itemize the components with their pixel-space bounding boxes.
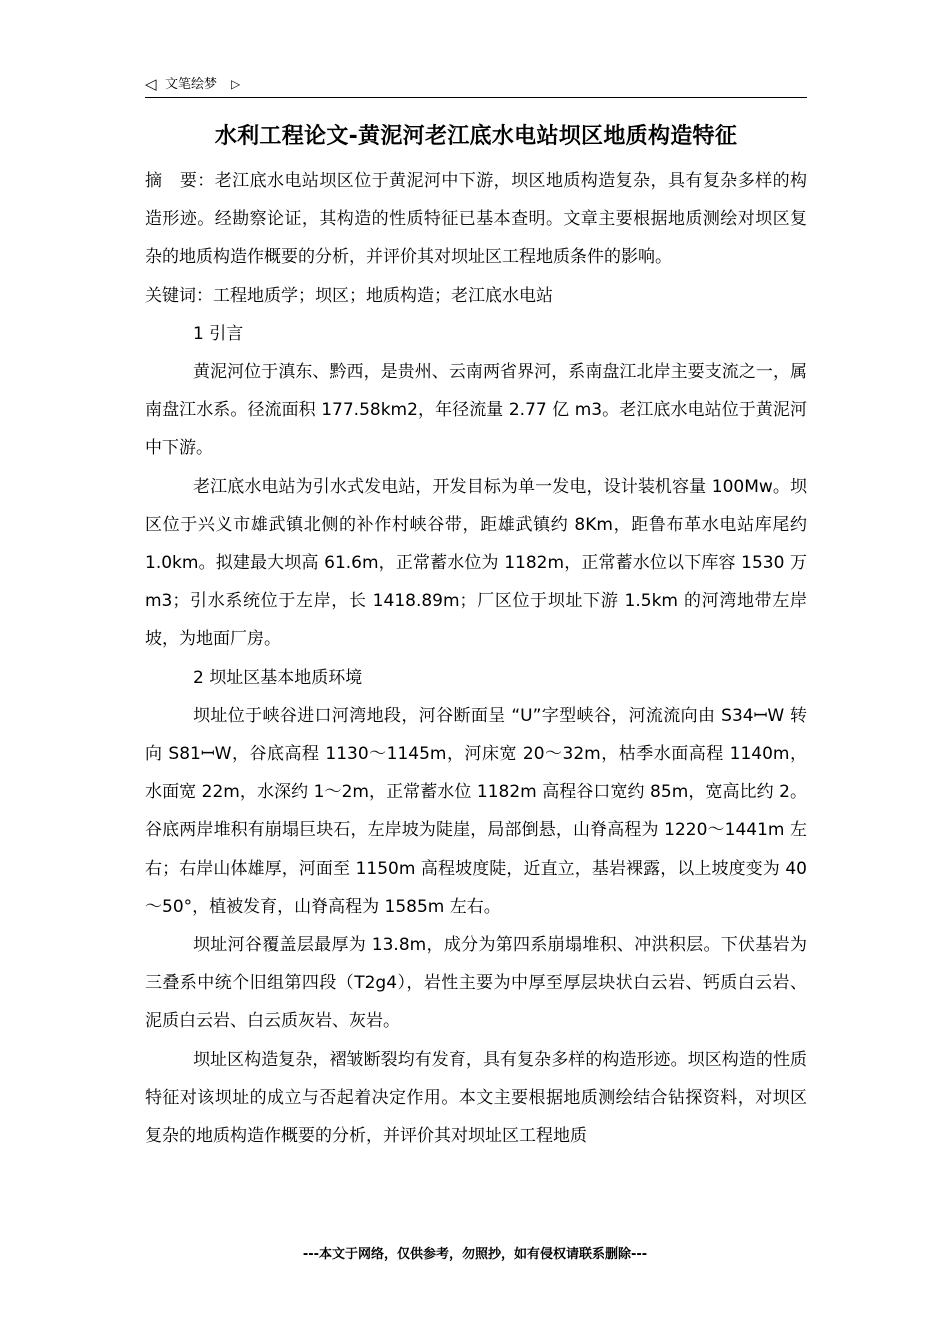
paragraph: 坝址位于峡谷进口河湾地段，河谷断面呈 “U”字型峡谷，河流流向由 S34ꟷW 转向 S81ꟷW，谷底高程 1130～1145m，河床宽 20～32m，枯季水面高程 1140m，水面宽 22m，水深约 1～2m，正常蓄水位 1182m 高程谷口宽约 85m，宽高比约 2。谷底两岸堆积有崩塌巨块石，左岸坡为陡崖，局部倒悬，山脊高程为 1220～1441m 左右；右岸山体雄厚，河面至 1150m 高程坡度陡，近直立，基岩裸露，以上坡度变为 40～50°，植被发育，山脊高程为 1585m 左右。 <box>145 705 807 917</box>
section-heading: 1 引言 <box>193 323 244 344</box>
header-divider <box>145 97 807 98</box>
right-triangle-icon: ▷ <box>231 77 241 91</box>
left-triangle-icon: ◁ <box>145 75 157 93</box>
section-heading: 2 坝址区基本地质环境 <box>193 667 363 688</box>
header-brand: 文笔绘梦 <box>165 77 218 92</box>
paragraph: 坝址河谷覆盖层最厚为 13.8m，成分为第四系崩塌堆积、冲洪积层。下伏基岩为三叠系中统个旧组第四段（T2g4），岩性主要为中厚至厚层块状白云岩、钙质白云岩、泥质白云岩、白云质灰岩、灰岩。 <box>145 935 807 1032</box>
document-title: 水利工程论文-黄泥河老江底水电站坝区地质构造特征 <box>214 124 738 149</box>
document-body <box>145 162 807 1155</box>
paragraph: 坝址区构造复杂，褶皱断裂均有发育，具有复杂多样的构造形迹。坝区构造的性质特征对该坝址的成立与否起着决定作用。本文主要根据地质测绘结合钻探资料，对坝区复杂的地质构造作概要的分析，并评价其对坝址区工程地质 <box>145 1049 807 1147</box>
abstract: 摘 要：老江底水电站坝区位于黄泥河中下游，坝区地质构造复杂，具有复杂多样的构造形迹。经勘察论证，其构造的性质特征已基本查明。文章主要根据地质测绘对坝区复杂的地质构造作概要的分析，并评价其对坝址区工程地质条件的影响。 <box>145 171 807 268</box>
paragraph: 黄泥河位于滇东、黔西，是贵州、云南两省界河，系南盘江北岸主要支流之一，属南盘江水系。径流面积 177.58km2，年径流量 2.77 亿 m3。老江底水电站位于黄泥河中下游。 <box>145 362 807 459</box>
keywords: 关键词：工程地质学；坝区；地质构造；老江底水电站 <box>145 285 553 306</box>
paragraph: 老江底水电站为引水式发电站，开发目标为单一发电，设计装机容量 100Mw。坝区位于兴义市雄武镇北侧的补作村峡谷带，距雄武镇约 8Km，距鲁布革水电站库尾约 1.0km。拟建最大坝高 61.6m，正常蓄水位为 1182m，正常蓄水位以下库容 1530 万 m3；引水系统位于左岸，长 1418.89m；厂区位于坝址下游 1.5km 的河湾地带左岸坡，为地面厂房。 <box>145 476 807 650</box>
page-footer: ---本文于网络，仅供参考，勿照抄，如有侵权请联系删除--- <box>302 1247 648 1262</box>
page-header <box>145 74 807 98</box>
